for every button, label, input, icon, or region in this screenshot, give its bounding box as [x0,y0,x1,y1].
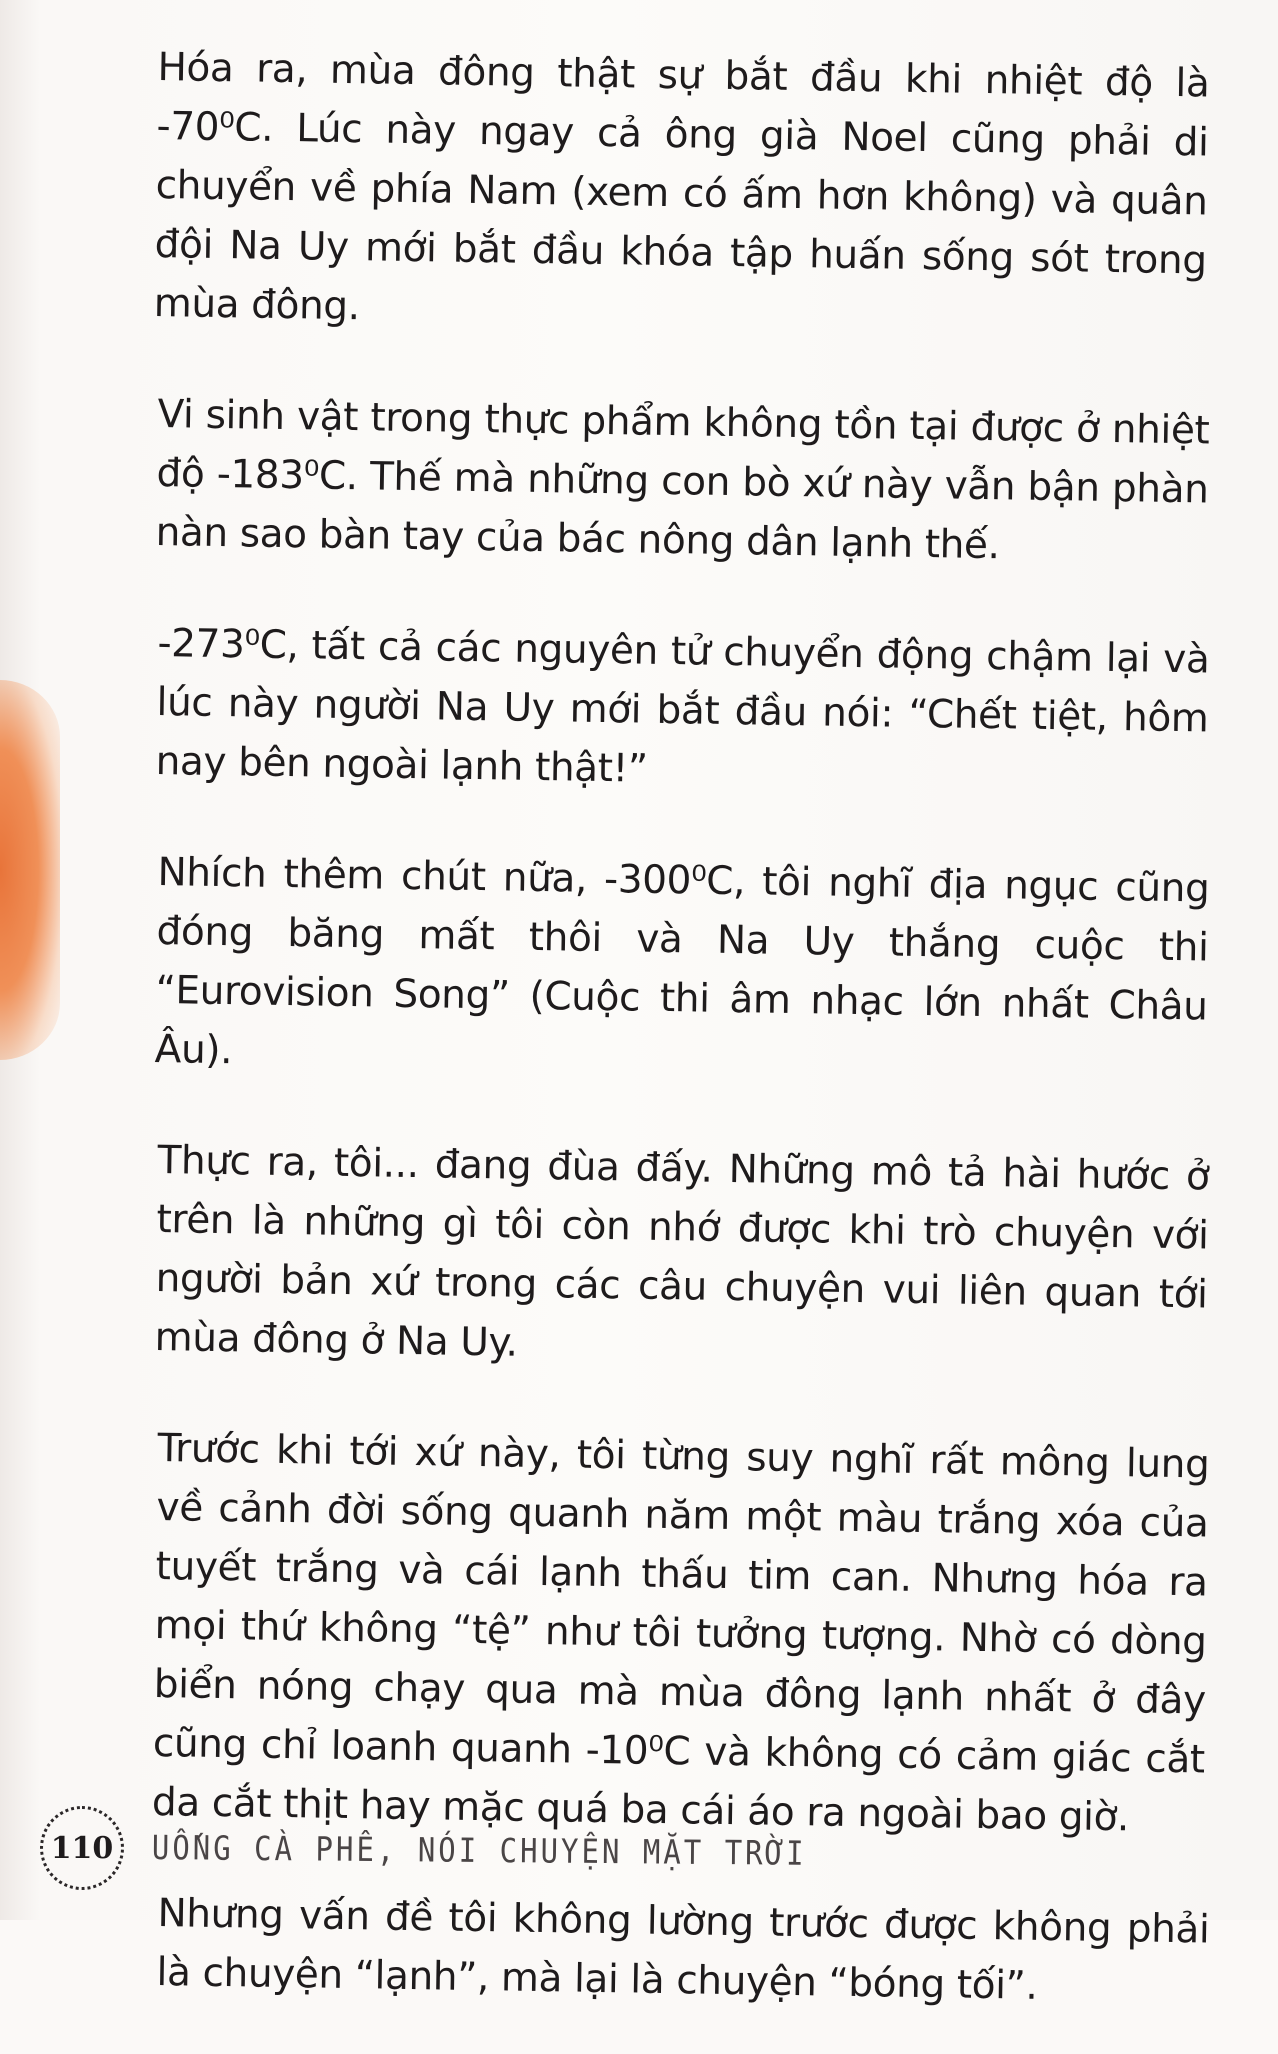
paragraph-6: Trước khi tới xứ này, tôi từng suy nghĩ rất mông lung về cảnh đời sống quanh năm một màu trắng xóa của tuyết trắng và cái lạnh thấu tim can. Nhưng hóa ra mọi thứ không “tệ” như tôi tưởng tượng. Nhờ có dòng biển nóng chạy qua mà mùa đông lạnh nhất ở đây cũng chỉ loanh quanh -10⁰C và không có cảm giác cắt da cắt thịt hay mặc quá ba cái áo ra ngoài bao giờ. [151,1425,1210,1841]
paragraph-2: Vi sinh vật trong thực phẩm không tồn tại được ở nhiệt độ -183⁰C. Thế mà những con bò xứ này vẫn bận phàn nàn sao bàn tay của bác nông dân lạnh thế. [155,391,1210,569]
paragraph-5: Thực ra, tôi... đang đùa đấy. Những mô tả hài hước ở trên là những gì tôi còn nhớ được khi trò chuyện với người bản xứ trong các câu chuyện vui liên quan tới mùa đông ở Na Uy. [154,1137,1210,1366]
paragraph-4: Nhích thêm chút nữa, -300⁰C, tôi nghĩ địa ngục cũng đóng băng mất thôi và Na Uy thắng cuộc thi “Eurovision Song” (Cuộc thi âm nhạc lớn nhất Châu Âu). [154,849,1210,1074]
paragraph-1: Hóa ra, mùa đông thật sự bắt đầu khi nhiệt độ là -70⁰C. Lúc này ngay cả ông già Noel cũng phải di chuyển về phía Nam (xem có ấm hơn không) và quân đội Na Uy mới bắt đầu khóa tập huấn sống sót trong mùa đông. [153,44,1210,330]
paragraph-7: Nhưng vấn đề tôi không lường trước được không phải là chuyện “lạnh”, mà lại là chuyện “bóng tối”. [156,1890,1210,2009]
page-footer [40,1806,1240,1886]
paragraph-3: -273⁰C, tất cả các nguyên tử chuyển động chậm lại và lúc này người Na Uy mới bắt đầu nói: “Chết tiệt, hôm nay bên ngoài lạnh thật!” [155,620,1210,792]
body-text [151,38,1210,2054]
running-title: UỐNG CÀ PHÊ, NÓI CHUYỆN MẶT TRỜI [151,1828,807,1873]
page-number: 110 [40,1806,124,1890]
page-edge-shadow [0,680,60,1060]
